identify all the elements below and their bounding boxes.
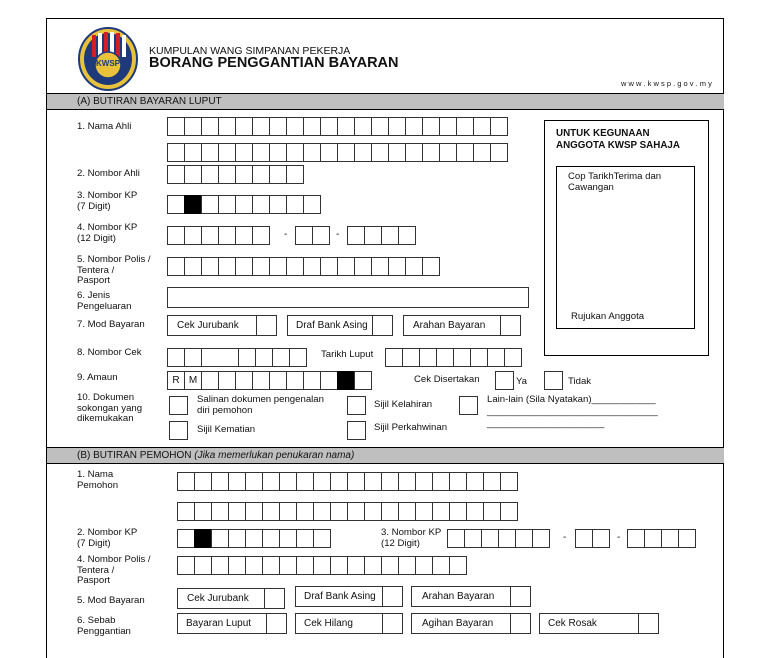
- kwsp-box-title: UNTUK KEGUNAAN ANGGOTA KWSP SAHAJA: [556, 128, 680, 151]
- kp12-dash-1: -: [284, 229, 288, 240]
- mod-arahan-bayaran-label: Arahan Bayaran: [413, 320, 486, 331]
- pemohon-mod-draf[interactable]: [295, 586, 403, 607]
- cop-label: Cop TarikhTerima dan Cawangan: [568, 171, 662, 193]
- kp12-boxes-3[interactable]: [347, 226, 415, 245]
- pemohon-kp12-boxes-1[interactable]: [447, 529, 549, 548]
- polis-label: 5. Nombor Polis / Tentera / Pasport: [77, 254, 151, 286]
- mod-tick-divider: [266, 614, 267, 633]
- sebab-agihan-label: Agihan Bayaran: [422, 618, 494, 629]
- pemohon-mod-label: 5. Mod Bayaran: [77, 595, 145, 606]
- mod-cek-jurubank[interactable]: [167, 315, 277, 336]
- pemohon-polis-boxes[interactable]: [177, 556, 466, 575]
- nama-ahli-label: 1. Nama Ahli: [77, 121, 132, 132]
- mod-label: 7. Mod Bayaran: [77, 319, 145, 330]
- pemohon-nama-label: 1. Nama Pemohon: [77, 469, 119, 491]
- form-page: [46, 18, 724, 658]
- pemohon-kp12-dash-2: -: [617, 532, 621, 543]
- sebab-cek-rosak[interactable]: [539, 613, 659, 634]
- mod-tick-divider: [372, 316, 373, 335]
- mod-arahan-bayaran[interactable]: [403, 315, 521, 336]
- lainlain-line-1: ________________________________: [487, 406, 658, 417]
- jenis-input[interactable]: [167, 287, 529, 308]
- nombor-ahli-label: 2. Nombor Ahli: [77, 168, 140, 179]
- sebab-bayaran-luput[interactable]: [177, 613, 287, 634]
- sebab-bayaran-luput-label: Bayaran Luput: [186, 618, 252, 629]
- rm-m: M: [184, 371, 202, 390]
- mod-tick-divider: [638, 614, 639, 633]
- pemohon-polis-label: 4. Nombor Polis / Tentera / Pasport: [77, 554, 151, 586]
- sebab-cek-hilang-label: Cek Hilang: [304, 618, 353, 629]
- tarikh-luput-boxes[interactable]: [385, 348, 521, 367]
- rujukan-label: Rujukan Anggota: [571, 311, 645, 322]
- pemohon-nama-row1[interactable]: [177, 472, 517, 491]
- pemohon-mod-arahan-label: Arahan Bayaran: [422, 591, 495, 602]
- pemohon-kp12-dash-1: -: [563, 532, 567, 543]
- kp12-boxes-1[interactable]: [167, 226, 269, 245]
- kp12-boxes-2[interactable]: [295, 226, 329, 245]
- lainlain-line-2: ______________________: [487, 418, 605, 429]
- polis-boxes[interactable]: [167, 257, 439, 276]
- lainlain-checkbox[interactable]: [459, 396, 478, 415]
- mod-tick-divider: [382, 587, 383, 606]
- pemohon-sebab-label: 6. Sebab Penggantian: [77, 615, 131, 637]
- salinan-label: Salinan dokumen pengenalan diri pemohon: [197, 394, 324, 416]
- perkahwinan-checkbox[interactable]: [347, 421, 366, 440]
- sebab-agihan-bayaran[interactable]: [411, 613, 531, 634]
- pemohon-kp7-label: 2. Nombor KP (7 Digit): [77, 527, 138, 549]
- pemohon-kp12-boxes-3[interactable]: [627, 529, 695, 548]
- salinan-checkbox[interactable]: [169, 396, 188, 415]
- tidak-checkbox[interactable]: [544, 371, 563, 390]
- form-title: BORANG PENGGANTIAN BAYARAN: [149, 55, 399, 71]
- kelahiran-checkbox[interactable]: [347, 396, 366, 415]
- pemohon-kp12-boxes-2[interactable]: [575, 529, 609, 548]
- jenis-label: 6. Jenis Pengeluaran: [77, 290, 132, 312]
- pemohon-kp7-boxes[interactable]: [177, 529, 330, 548]
- kp7-label: 3. Nombor KP (7 Digit): [77, 190, 138, 212]
- mod-draf-bank[interactable]: [287, 315, 393, 336]
- mod-tick-divider: [264, 589, 265, 608]
- rm-r: R: [167, 371, 185, 390]
- kp12-dash-2: -: [336, 229, 340, 240]
- kematian-label: Sijil Kematian: [197, 424, 256, 435]
- mod-draf-bank-label: Draf Bank Asing: [296, 320, 368, 331]
- pemohon-kp12-label: 3. Nombor KP (12 Digit): [381, 527, 442, 549]
- pemohon-mod-cek-jurubank[interactable]: [177, 588, 285, 609]
- mod-tick-divider: [382, 614, 383, 633]
- sebab-cek-rosak-label: Cek Rosak: [548, 618, 597, 629]
- kwsp-use-box: [544, 120, 709, 356]
- kelahiran-label: Sijil Kelahiran: [374, 399, 433, 410]
- kwsp-logo: [77, 25, 139, 91]
- pemohon-mod-cek-label: Cek Jurubank: [187, 593, 249, 604]
- perkahwinan-label: Sijil Perkahwinan: [374, 422, 448, 433]
- section-b-header: [47, 447, 724, 464]
- tarikh-luput-label: Tarikh Luput: [321, 349, 374, 360]
- amaun-label: 9. Amaun: [77, 372, 118, 383]
- org-name: KUMPULAN WANG SIMPANAN PEKERJA: [149, 45, 351, 57]
- kematian-checkbox[interactable]: [169, 421, 188, 440]
- mod-tick-divider: [500, 316, 501, 335]
- kp7-boxes[interactable]: [167, 195, 320, 214]
- nombor-ahli-boxes[interactable]: [167, 165, 303, 184]
- tidak-label: Tidak: [568, 376, 592, 387]
- mod-tick-divider: [510, 587, 511, 606]
- ya-checkbox[interactable]: [495, 371, 514, 390]
- cek-boxes[interactable]: [167, 348, 306, 367]
- amaun-boxes[interactable]: [167, 371, 371, 390]
- mod-cek-jurubank-label: Cek Jurubank: [177, 320, 239, 331]
- pemohon-mod-draf-label: Draf Bank Asing: [304, 591, 376, 602]
- section-a-header: (A) BUTIRAN BAYARAN LUPUT: [47, 93, 724, 110]
- ya-label: Ya: [516, 376, 528, 387]
- website: w w w . k w s p . g o v . m y: [621, 79, 712, 88]
- sebab-cek-hilang[interactable]: [295, 613, 403, 634]
- kp12-label: 4. Nombor KP (12 Digit): [77, 222, 138, 244]
- cop-box[interactable]: [556, 166, 695, 329]
- cek-label: 8. Nombor Cek: [77, 347, 142, 358]
- section-b-note: (Jika memerlukan penukaran nama): [194, 450, 355, 461]
- dokumen-label: 10. Dokumen sokongan yang dikemukakan: [77, 392, 143, 424]
- nama-ahli-row2[interactable]: [167, 143, 507, 162]
- logo-text: KWSP: [96, 59, 120, 68]
- section-b-title: (B) BUTIRAN PEMOHON: [77, 450, 195, 461]
- pemohon-nama-row2[interactable]: [177, 502, 517, 521]
- mod-tick-divider: [256, 316, 257, 335]
- nama-ahli-row1[interactable]: [167, 117, 507, 136]
- mod-tick-divider: [510, 614, 511, 633]
- cek-disertakan-label: Cek Disertakan: [414, 374, 480, 385]
- lainlain-label: Lain-lain (Sila Nyatakan)____________: [487, 394, 656, 405]
- pemohon-mod-arahan[interactable]: [411, 586, 531, 607]
